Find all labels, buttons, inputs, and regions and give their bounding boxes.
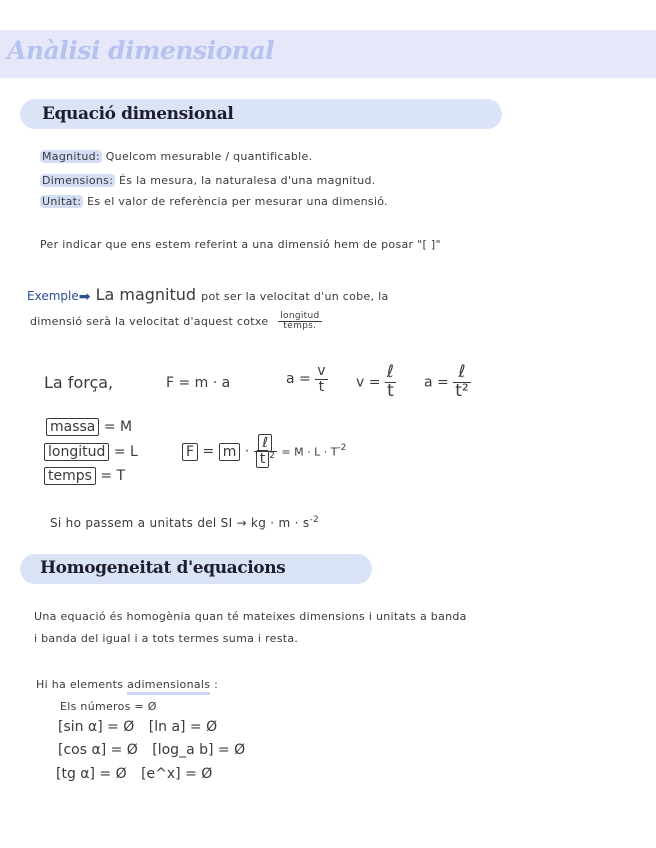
adimensional-item-right: [ln a] = Ø	[148, 719, 218, 735]
definition-magnitud	[40, 150, 312, 163]
dimension-value: = M	[103, 419, 133, 435]
definition-text: Es el valor de referència per mesurar una dimensió.	[87, 195, 388, 208]
si-units: kg · m · s	[251, 516, 310, 530]
adimensional-item-left: Els números = Ø	[60, 700, 157, 713]
definition-text: Quelcom mesurable / quantificable.	[105, 150, 313, 163]
velocity-formula	[356, 364, 396, 401]
definition-term: Magnitud:	[42, 150, 100, 163]
force-dimension-result: = M · L · T	[281, 445, 338, 459]
example-fraction	[278, 312, 321, 332]
fraction-numerator: longitud	[280, 311, 320, 321]
definition-term: Unitat:	[42, 195, 82, 208]
dimension-massa	[46, 419, 132, 435]
force-equation: F = m · a	[166, 375, 231, 391]
fraction-denominator: t	[387, 380, 394, 401]
adimensional-item-left: [cos α] = Ø	[58, 742, 138, 758]
exponent: -2	[309, 515, 320, 525]
accel-formula	[286, 364, 328, 394]
definition-dimensions	[40, 174, 376, 187]
adimensional-word: adimensionals	[127, 678, 210, 695]
adimensional-item-left: [sin α] = Ø	[58, 719, 135, 735]
dimension-temps	[44, 468, 125, 484]
si-text: Si ho passem a unitats del SI →	[50, 516, 247, 530]
dot-operator: ·	[244, 443, 250, 460]
example-line	[27, 285, 389, 305]
dimension-box: massa	[46, 418, 99, 436]
formula-lhs: a =	[424, 374, 449, 391]
adimensional-item-right: [e^x] = Ø	[141, 766, 213, 782]
force-dimension-equation	[182, 436, 346, 467]
fraction-numerator: v	[317, 363, 326, 379]
homogeneity-paragraph-line1: Una equació és homogènia quan té mateixes dimensions i unitats a banda	[34, 610, 467, 623]
page-title: Anàlisi dimensional	[7, 36, 275, 65]
indicate-note: Per indicar que ens estem referint a una dimensió hem de posar "[ ]"	[40, 238, 441, 251]
exponent: -2	[337, 442, 347, 453]
example-label: Exemple	[27, 289, 79, 303]
adimensional-intro-text: Hi ha elements	[36, 678, 124, 691]
formula-lhs: a =	[286, 371, 311, 388]
adimensional-item-cos	[58, 742, 245, 758]
example-line-2	[30, 312, 322, 332]
exponent: 2	[269, 450, 275, 461]
dimension-longitud	[44, 444, 138, 460]
adimensional-intro	[36, 678, 218, 691]
adimensional-item-sin	[58, 719, 217, 735]
definition-text: És la mesura, la naturalesa d'una magnitud.	[119, 174, 376, 187]
fraction-numerator: ℓ	[386, 362, 394, 382]
fraction-denominator: temps.	[283, 321, 317, 332]
example-line2-text: dimensió serà la velocitat d'aquest cotxe	[30, 314, 269, 328]
time-box: t	[256, 450, 270, 468]
si-units-line	[50, 515, 319, 530]
example-lead: La magnitud	[95, 285, 197, 304]
formula-lhs: v =	[356, 374, 381, 391]
dimension-box: temps	[44, 467, 96, 485]
example-rest: pot ser la velocitat d'un cobe, la	[201, 290, 389, 303]
definition-unitat	[40, 195, 388, 208]
equals-sign: =	[202, 443, 215, 460]
arrow-right-icon: ➡	[78, 289, 91, 305]
homogeneity-paragraph-line2: i banda del igual i a tots termes suma i resta.	[34, 632, 299, 645]
fraction-denominator: t	[318, 378, 325, 395]
section-heading-equacio: Equació dimensional	[42, 104, 234, 124]
accel-formula-2	[424, 364, 471, 401]
dimension-value: = T	[100, 468, 126, 484]
colon: :	[214, 678, 219, 691]
adimensional-item-right: [log_a b] = Ø	[152, 742, 246, 758]
length-box: ℓ	[258, 434, 272, 452]
adimensional-item-numbers	[60, 700, 157, 713]
mass-box: m	[219, 443, 241, 461]
dimension-box: longitud	[44, 443, 109, 461]
dimension-value: = L	[113, 444, 138, 460]
force-label: La força,	[44, 373, 114, 392]
adimensional-item-tg	[56, 766, 212, 782]
force-box: F	[182, 443, 198, 461]
fraction-denominator: t²	[455, 380, 469, 401]
definition-term: Dimensions:	[42, 174, 114, 187]
fraction-numerator: ℓ	[453, 364, 470, 383]
section-heading-homogeneitat: Homogeneitat d'equacions	[40, 558, 286, 578]
adimensional-item-left: [tg α] = Ø	[56, 766, 127, 782]
